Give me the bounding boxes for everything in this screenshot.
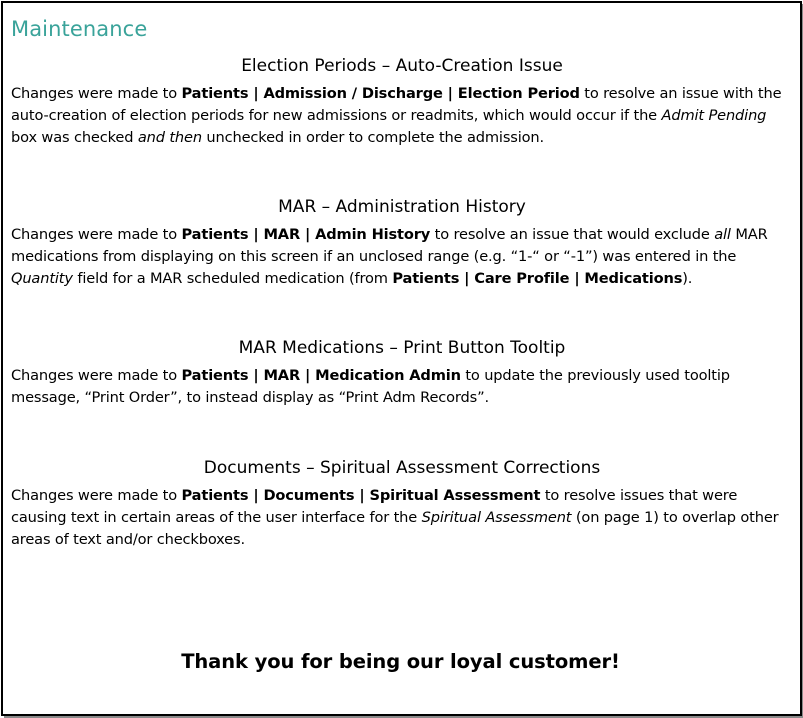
bold-menu-path: Patients | Care Profile | Medications	[392, 270, 683, 287]
body-text: to update the previously used tooltip message, “Print Order”, to instead display as “Print Adm Records”.	[11, 367, 730, 406]
section-body	[11, 365, 793, 409]
bold-menu-path: Patients | MAR | Admin History	[181, 226, 431, 243]
section-title: Documents – Spiritual Assessment Corrections	[203, 458, 601, 478]
section-body	[11, 83, 793, 149]
thank-you-message: Thank you for being our loyal customer!	[181, 650, 620, 673]
body-text: to resolve an issue that would exclude	[430, 226, 715, 243]
italic-text: Spiritual Assessment	[421, 509, 572, 526]
body-text: to resolve an issue with the auto-creation of election periods for new admissions or readmits, which would occur if the	[11, 85, 782, 124]
section-election-periods	[11, 55, 793, 149]
bold-menu-path: Patients | Admission / Discharge | Election Period	[181, 85, 580, 102]
body-text: Changes were made to	[11, 226, 182, 243]
body-text: Changes were made to	[11, 367, 182, 384]
body-text: Changes were made to	[11, 487, 182, 504]
section-body	[11, 485, 793, 551]
bold-menu-path: Patients | Documents | Spiritual Assessment	[181, 487, 541, 504]
section-body	[11, 224, 793, 290]
body-text: box was checked	[11, 129, 138, 146]
section-mar-print-tooltip	[11, 337, 793, 409]
italic-text: and then	[137, 129, 202, 146]
page-heading: Maintenance	[11, 17, 148, 41]
body-text: Changes were made to	[11, 85, 182, 102]
section-mar-admin-history	[11, 196, 793, 290]
bold-menu-path: Patients | MAR | Medication Admin	[181, 367, 461, 384]
section-spiritual-assessment	[11, 457, 793, 551]
body-text: (on page 1) to overlap other areas of text and/or checkboxes.	[11, 509, 779, 548]
body-text: unchecked in order to complete the admission.	[201, 129, 544, 146]
body-text: MAR medications from displaying on this screen if an unclosed range (e.g. “1-“ or “-1”) was entered in the	[11, 226, 768, 265]
italic-text: all	[714, 226, 731, 243]
italic-text: Quantity	[11, 270, 73, 287]
body-text: to resolve issues that were causing text in certain areas of the user interface for the	[11, 487, 738, 526]
body-text: field for a MAR scheduled medication (from	[72, 270, 393, 287]
section-title: Election Periods – Auto-Creation Issue	[241, 56, 563, 76]
italic-text: Admit Pending	[661, 107, 767, 124]
section-title: MAR – Administration History	[278, 197, 526, 217]
body-text: ).	[682, 270, 693, 287]
section-title: MAR Medications – Print Button Tooltip	[238, 338, 566, 358]
